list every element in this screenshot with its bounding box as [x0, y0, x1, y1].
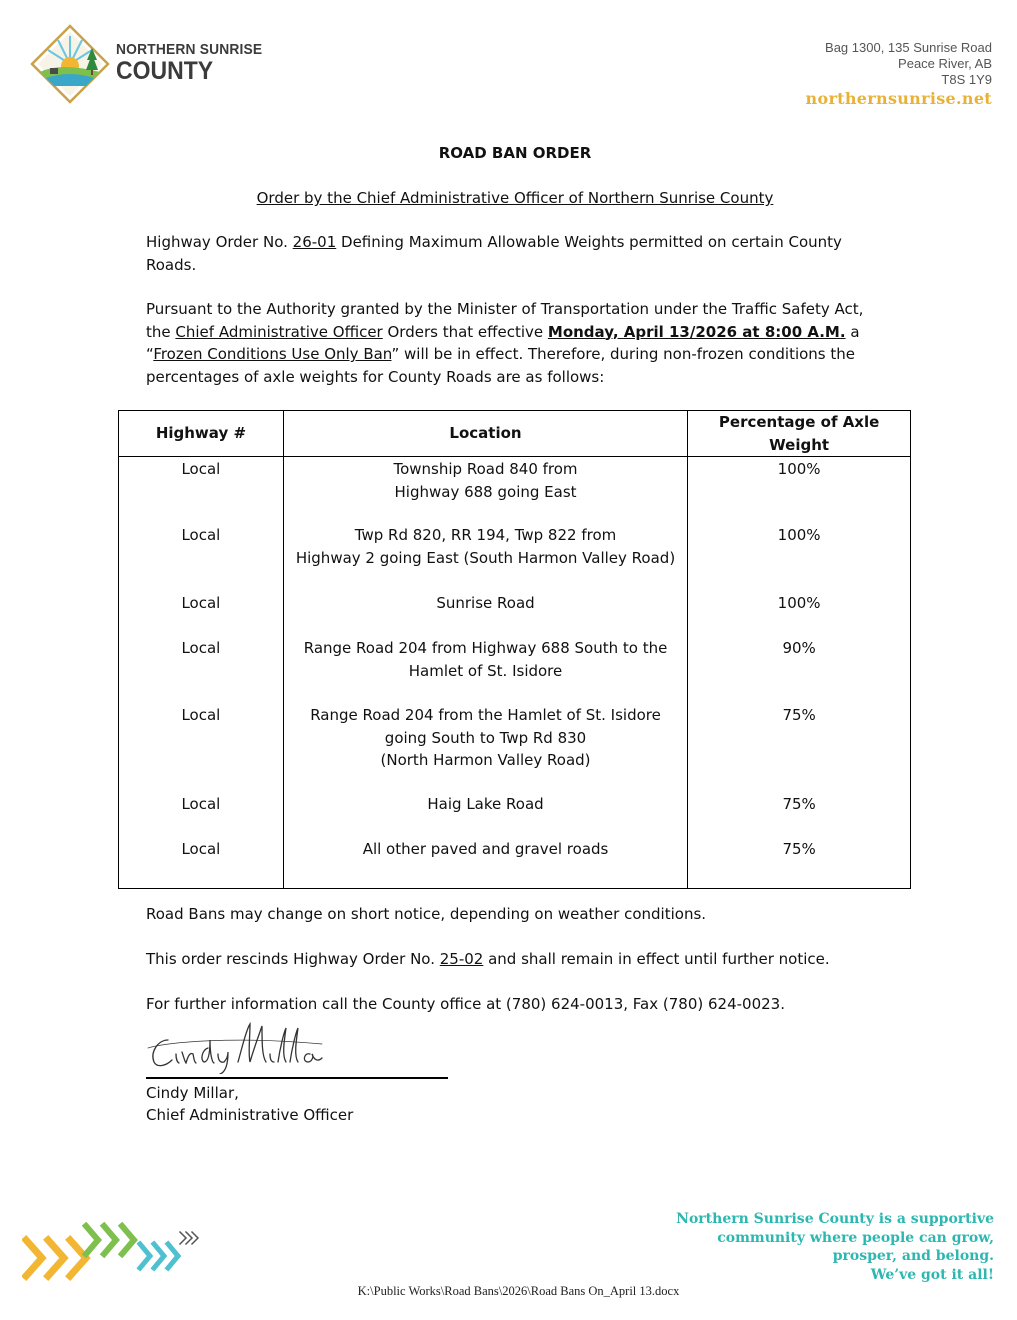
location-line: Haig Lake Road [427, 795, 544, 813]
logo-wordmark [116, 42, 275, 84]
highway-cell: Local [119, 524, 284, 592]
header-location: Location [283, 411, 687, 457]
rescind-paragraph [146, 948, 886, 971]
para2-line-4: percentages of axle weights for County Roads are as follows: [146, 367, 605, 386]
percent-cell: 75% [688, 704, 911, 793]
para2-line-1: Pursuant to the Authority granted by the Minister of Transportation under the Traffic Safety Act, [146, 300, 864, 318]
location-line: going South to Twp Rd 830 [384, 728, 587, 747]
document-title: ROAD BAN ORDER [438, 144, 592, 162]
authority-paragraph [146, 298, 886, 388]
para2-text-a: the [146, 322, 176, 341]
highway-cell: Local [119, 592, 284, 637]
percent-cell: 75% [688, 793, 911, 838]
rescind-text-a: This order rescinds Highway Order No. [146, 950, 440, 968]
header-highway: Highway # [119, 411, 284, 457]
rescind-text-b: and shall remain in effect until further notice. [483, 950, 830, 968]
ban-type: Frozen Conditions Use Only Ban [153, 345, 392, 363]
handwritten-signature [146, 1018, 326, 1074]
slogan-line-3: prosper, and belong. [832, 1248, 994, 1264]
location-line: Highway 688 going East [394, 482, 577, 501]
location-line: (North Harmon Valley Road) [380, 751, 591, 769]
logo-line-1: NORTHERN SUNRISE [116, 41, 263, 58]
address-line-1: Bag 1300, 135 Sunrise Road [825, 40, 992, 55]
county-logo-emblem [30, 24, 110, 104]
highway-cell: Local [119, 793, 284, 838]
percent-cell: 100% [688, 592, 911, 637]
location-cell [283, 704, 687, 793]
highway-cell: Local [119, 637, 284, 704]
location-cell [283, 637, 687, 704]
chevron-arrows-decoration [22, 1218, 207, 1284]
road-ban-table [118, 410, 911, 889]
contact-paragraph: For further information call the County office at (780) 624-0013, Fax (780) 624-0023. [146, 995, 785, 1013]
location-cell [283, 793, 687, 838]
percent-cell: 100% [688, 524, 911, 592]
para2-open-quote: “ [146, 345, 154, 363]
slogan-line-4: We’ve got it all! [870, 1266, 994, 1283]
logo-line-2: COUNTY [116, 57, 214, 85]
para1-text-a: Highway Order No. [146, 233, 293, 251]
cao-reference: Chief Administrative Officer [175, 322, 383, 341]
location-cell [283, 838, 687, 889]
table-row [119, 592, 911, 637]
rescinded-order-number: 25-02 [439, 950, 484, 968]
slogan-line-2: community where people can grow, [717, 1229, 994, 1246]
signatory-name: Cindy Millar, [146, 1084, 239, 1102]
table-row [119, 838, 911, 889]
location-line: Sunrise Road [436, 594, 535, 612]
address-line-3: T8S 1Y9 [941, 72, 992, 87]
location-line: Range Road 204 from the Hamlet of St. Isidore [310, 706, 661, 724]
order-number: 26-01 [292, 233, 337, 251]
location-cell [283, 592, 687, 637]
para1-text-c: Roads. [146, 255, 197, 274]
highway-cell: Local [119, 838, 284, 889]
para2-text-b: Orders that effective [382, 322, 548, 341]
table-row [119, 793, 911, 838]
table-row [119, 637, 911, 704]
address-line-2: Peace River, AB [898, 56, 992, 71]
table-row [119, 457, 911, 525]
header-percentage: Percentage of Axle Weight [688, 411, 911, 457]
location-cell [283, 524, 687, 592]
county-slogan [676, 1210, 994, 1284]
weather-notice: Road Bans may change on short notice, depending on weather conditions. [146, 905, 707, 923]
table-row [119, 704, 911, 793]
county-logo [30, 24, 263, 104]
para2-text-c: a [845, 322, 860, 341]
website-link[interactable]: northernsunrise.net [805, 89, 992, 108]
slogan-line-1: Northern Sunrise County is a supportive [676, 1211, 994, 1227]
highway-cell: Local [119, 704, 284, 793]
signature-line [146, 1077, 448, 1079]
para1-text-b: Defining Maximum Allowable Weights permitted on certain County [336, 233, 842, 251]
table-row [119, 524, 911, 592]
location-line: Twp Rd 820, RR 194, Twp 822 from [354, 526, 617, 544]
signatory-title: Chief Administrative Officer [146, 1106, 354, 1124]
table-header-row [119, 411, 911, 457]
percent-cell: 100% [688, 457, 911, 525]
document-subtitle: Order by the Chief Administrative Officer of Northern Sunrise County [256, 189, 774, 207]
location-line: Range Road 204 from Highway 688 South to the [303, 639, 668, 657]
county-address [806, 40, 992, 107]
percent-cell: 75% [688, 838, 911, 889]
location-line: Highway 2 going East (South Harmon Valley Road) [295, 548, 676, 567]
location-line: Township Road 840 from [393, 460, 578, 478]
para2-text-e: ” will be in effect. Therefore, during non-frozen conditions the [391, 345, 856, 363]
effective-date: Monday, April 13/2026 at 8:00 A.M. [547, 322, 846, 341]
file-path: K:\Public Works\Road Bans\2026\Road Bans On_April 13.docx [357, 1284, 680, 1298]
location-line: Hamlet of St. Isidore [408, 661, 563, 680]
location-line: All other paved and gravel roads [362, 840, 609, 858]
highway-cell: Local [119, 457, 284, 525]
percent-cell: 90% [688, 637, 911, 704]
location-cell [283, 457, 687, 525]
highway-order-paragraph [146, 231, 886, 276]
